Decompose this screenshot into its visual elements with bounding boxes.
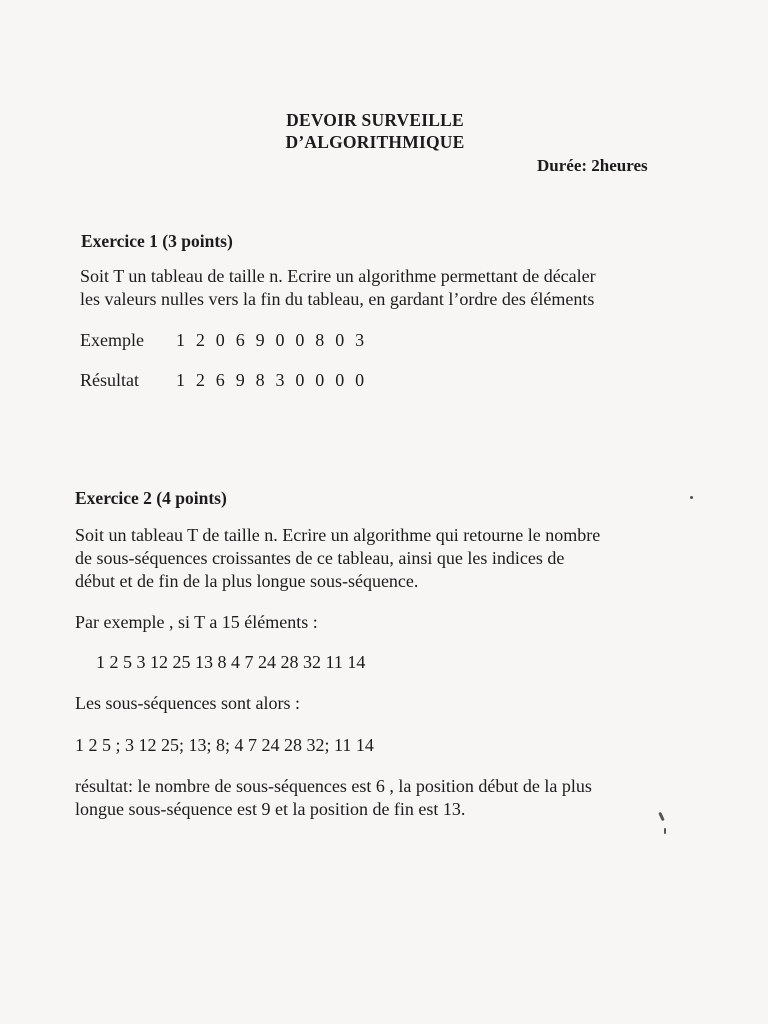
scan-speck xyxy=(664,828,666,834)
exercise2-subsequences: 1 2 5 ; 3 12 25; 13; 8; 4 7 24 28 32; 11 14 xyxy=(75,735,374,755)
exam-title-line1: DEVOIR SURVEILLE xyxy=(286,110,464,130)
exercise2-heading: Exercice 2 (4 points) xyxy=(75,488,227,508)
exercise1-example-label: Exemple xyxy=(80,330,144,350)
scan-speck xyxy=(690,496,693,499)
exercise2-example-intro: Par exemple , si T a 15 éléments : xyxy=(75,612,318,632)
exam-duration: Durée: 2heures xyxy=(537,156,648,175)
exercise2-result-line2: longue sous-séquence est 9 et la position de fin est 13. xyxy=(75,799,466,819)
exam-title-line2: D’ALGORITHMIQUE xyxy=(285,132,465,152)
exercise2-sequence: 1 2 5 3 12 25 13 8 4 7 24 28 32 11 14 xyxy=(96,652,366,672)
exercise1-example-values: 1 2 0 6 9 0 0 8 0 3 xyxy=(176,330,368,350)
exercise2-statement-line1: Soit un tableau T de taille n. Ecrire un algorithme qui retourne le nombre xyxy=(75,525,601,545)
exercise1-result-values: 1 2 6 9 8 3 0 0 0 0 xyxy=(176,370,368,390)
scan-speck xyxy=(658,812,665,821)
exercise2-statement-line3: début et de fin de la plus longue sous-séquence. xyxy=(75,571,419,591)
exercise2-statement-line2: de sous-séquences croissantes de ce tableau, ainsi que les indices de xyxy=(75,548,565,568)
exercise2-subsequences-intro: Les sous-séquences sont alors : xyxy=(75,693,300,713)
exercise1-heading: Exercice 1 (3 points) xyxy=(81,231,233,251)
exercise1-statement-line1: Soit T un tableau de taille n. Ecrire un algorithme permettant de décaler xyxy=(80,266,596,286)
exercise1-result-label: Résultat xyxy=(80,370,139,390)
exercise2-result-line1: résultat: le nombre de sous-séquences est 6 , la position début de la plus xyxy=(75,776,592,796)
exercise1-statement-line2: les valeurs nulles vers la fin du tableau, en gardant l’ordre des éléments xyxy=(80,289,595,309)
